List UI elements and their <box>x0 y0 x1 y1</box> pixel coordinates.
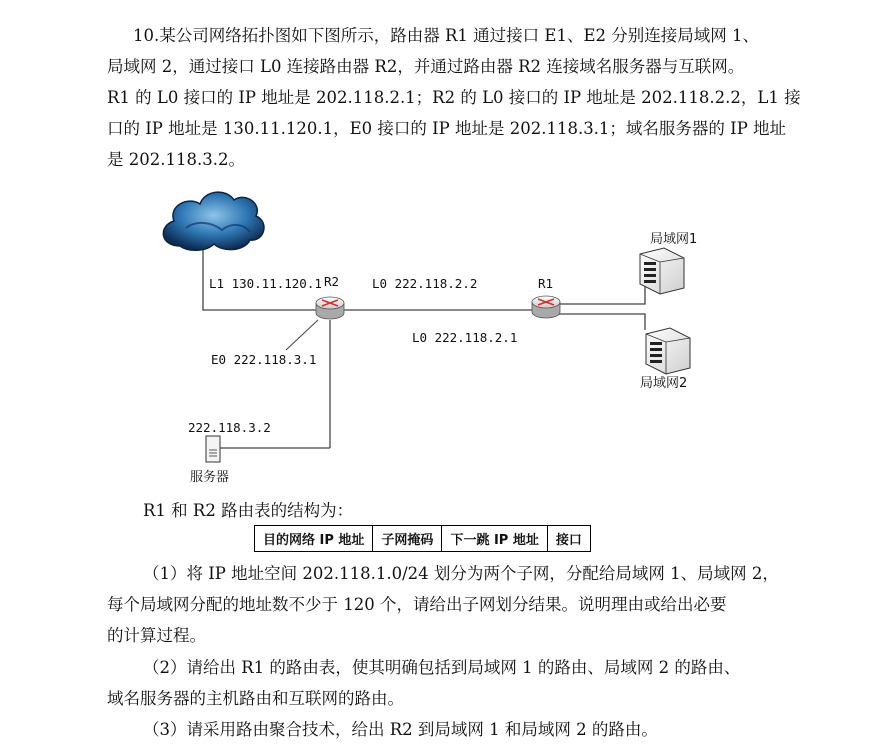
router-r1-icon <box>532 296 560 318</box>
r1-l0-address: L0 222.118.2.1 <box>412 330 518 345</box>
link-r1-lan2 <box>558 314 645 330</box>
header-subnet-mask: 子网掩码 <box>373 526 442 552</box>
q1-line-3: 的计算过程。 <box>107 626 206 645</box>
lan1-label: 局域网1 <box>650 232 698 247</box>
server-ip: 222.118.3.2 <box>188 420 271 435</box>
table-header-row <box>255 526 591 552</box>
router-r2-icon <box>316 297 344 319</box>
e0-pointer-line <box>286 320 318 350</box>
problem-line-5: 是 202.118.3.2。 <box>107 150 245 169</box>
q2-line-2: 域名服务器的主机路由和互联网的路由。 <box>107 689 404 708</box>
lan2-label: 局域网2 <box>640 376 688 391</box>
problem-line-2: 局域网 2，通过接口 L0 连接路由器 R2，并通过路由器 R2 连接域名服务器与互联网。 <box>107 57 745 76</box>
r2-l0-address: L0 222.118.2.2 <box>372 276 478 291</box>
lan1-switch-icon <box>640 248 684 294</box>
table-intro: R1 和 R2 路由表的结构为： <box>143 501 354 520</box>
q1-line-2: 每个局域网分配的地址数不少于 120 个，请给出子网划分结果。说明理由或给出必要 <box>107 595 727 614</box>
problem-line-3: R1 的 L0 接口的 IP 地址是 202.118.2.1；R2 的 L0 接口的 IP 地址是 202.118.2.2，L1 接 <box>107 88 801 107</box>
r2-l1-address: L1 130.11.120.1 <box>209 276 322 291</box>
problem-line-1: 10.某公司网络拓扑图如下图所示，路由器 R1 通过接口 E1、E2 分别连接局域网 1、 <box>133 26 759 45</box>
internet-cloud-icon <box>163 192 264 250</box>
routing-table-structure <box>254 525 591 552</box>
q2-line-1: （2）请给出 R1 的路由表，使其明确包括到局域网 1 的路由、局域网 2 的路由、 <box>143 658 741 677</box>
lan2-switch-icon <box>646 328 690 374</box>
r2-e0-address: E0 222.118.3.1 <box>211 352 317 367</box>
r1-label: R1 <box>538 276 554 291</box>
link-r1-lan1 <box>558 268 645 304</box>
header-dest-ip: 目的网络 IP 地址 <box>255 526 373 552</box>
q1-line-1: （1）将 IP 地址空间 202.118.1.0/24 划分为两个子网，分配给局域网 1、局域网 2， <box>143 564 779 583</box>
header-next-hop: 下一跳 IP 地址 <box>442 526 547 552</box>
server-label: 服务器 <box>190 470 230 485</box>
header-interface: 接口 <box>547 526 590 552</box>
problem-line-4: 口的 IP 地址是 130.11.120.1，E0 接口的 IP 地址是 202.118.3.1；域名服务器的 IP 地址 <box>107 119 787 138</box>
r2-label: R2 <box>324 274 340 289</box>
q3-line-1: （3）请采用路由聚合技术，给出 R2 到局域网 1 和局域网 2 的路由。 <box>143 720 658 739</box>
server-icon <box>206 436 220 462</box>
